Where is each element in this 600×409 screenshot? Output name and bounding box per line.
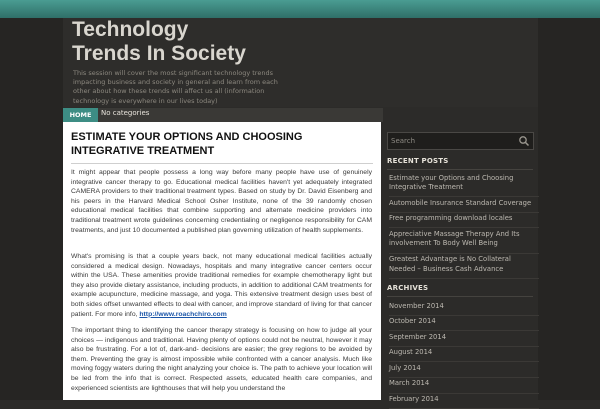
recent-post-link[interactable]: Appreciative Massage Therapy And Its involvement To Body Well Being	[389, 228, 539, 253]
nav-categories: No categories	[101, 109, 150, 117]
site-title-line1[interactable]: Technology	[72, 18, 189, 41]
recent-posts-title: RECENT POSTS	[387, 157, 533, 170]
site-title[interactable]	[72, 18, 352, 66]
nav-home-tab[interactable]: HOME	[63, 108, 98, 122]
search-input[interactable]	[391, 133, 511, 149]
post-paragraph-2	[71, 252, 372, 319]
roachchiro-link[interactable]: http://www.roachchiro.com	[139, 310, 227, 318]
archive-link[interactable]: September 2014	[389, 331, 539, 347]
post-paragraph-3: The important thing to identifying the cancer therapy strategy is focusing on how to judge all your choices — indigenous and traditional. Having plenty of options could not be neutral, however it may also be frustrating. For a lot of, dark-and- decisions are easier; the grey regions to be avoided by them. Preventing the gray is almost impossible while confronted with a cancer analysis. Much like moving foggy waters during the night analyzing your choice is. The path to achieve your location will be led from the info that is correct. Respected assets, educated health care companies, and experienced scientists are lighthouses that will help you understand the	[71, 327, 372, 392]
archive-link[interactable]: February 2014	[389, 394, 539, 409]
archive-link[interactable]: October 2014	[389, 316, 539, 332]
archive-link[interactable]: July 2014	[389, 362, 539, 378]
recent-post-link[interactable]: Estimate your Options and Choosing Integrative Treatment	[389, 172, 539, 197]
recent-posts-list	[389, 172, 539, 279]
search-box	[387, 132, 534, 150]
post-paragraph-2-text: What's promising is that a couple years back, not many educational medical facilities actually considered a medical design. Nowadays, hospitals and many integrative cancer centers occur within the USA. These amenities provide traditional remedies for example chemotherapy light but they also provide dietary assistance, including products, in addition to additional CAM treatments for example acupuncture, medicine massage, and yoga. This extensive treatment design uses best of both sides offset unwanted effects to deal with cancer, and improve standard of living for that cancer patient. For more info,	[71, 253, 372, 318]
search-icon[interactable]	[518, 135, 530, 147]
archive-link[interactable]: August 2014	[389, 347, 539, 363]
site-title-line2[interactable]: Trends In Society	[72, 42, 246, 65]
archives-title: ARCHIVES	[387, 284, 533, 297]
left-margin	[0, 18, 63, 400]
top-bar	[0, 0, 600, 18]
title-divider	[71, 163, 373, 164]
site-header	[63, 18, 538, 107]
post-title[interactable]: ESTIMATE YOUR OPTIONS AND CHOOSING INTEGRATIVE TREATMENT	[71, 131, 303, 157]
site-description: This session will cover the most significant technology trends impacting business and society in general and learn from each other about how these trends will affect us all (information technology is everywhere in our lives today)	[73, 69, 278, 105]
post-paragraph-1: It might appear that people possess a long way before many people have use of genuinely integrative cancer therapy to go. Educational medical facilities haven't yet adequately integrated CAMERA providers to their traditional treatment types. Based on study by Dr. David Eisenberg and his peers in the Harvard Medical School Osher Institute, none of the 39 randomly chosen educational medical facilities that combine supporting and alternate medicine providers into traditional treatment wrote guidelines concerning credentialing or negligence responsibility for CAM treatments, and just 10 documented a published plan governing utilization of health supplements.	[71, 169, 372, 234]
main-content	[63, 122, 381, 400]
archive-link[interactable]: November 2014	[389, 300, 539, 316]
archive-link[interactable]: March 2014	[389, 378, 539, 394]
recent-post-link[interactable]: Automobile Insurance Standard Coverage	[389, 197, 539, 213]
archives-list	[389, 300, 539, 409]
right-margin	[538, 18, 600, 400]
sidebar	[383, 122, 538, 404]
recent-post-link[interactable]: Free programming download locales	[389, 213, 539, 229]
main-nav	[63, 108, 383, 122]
recent-post-link[interactable]: Greatest Advantage is No Collateral Needed – Business Cash Advance	[389, 254, 539, 279]
